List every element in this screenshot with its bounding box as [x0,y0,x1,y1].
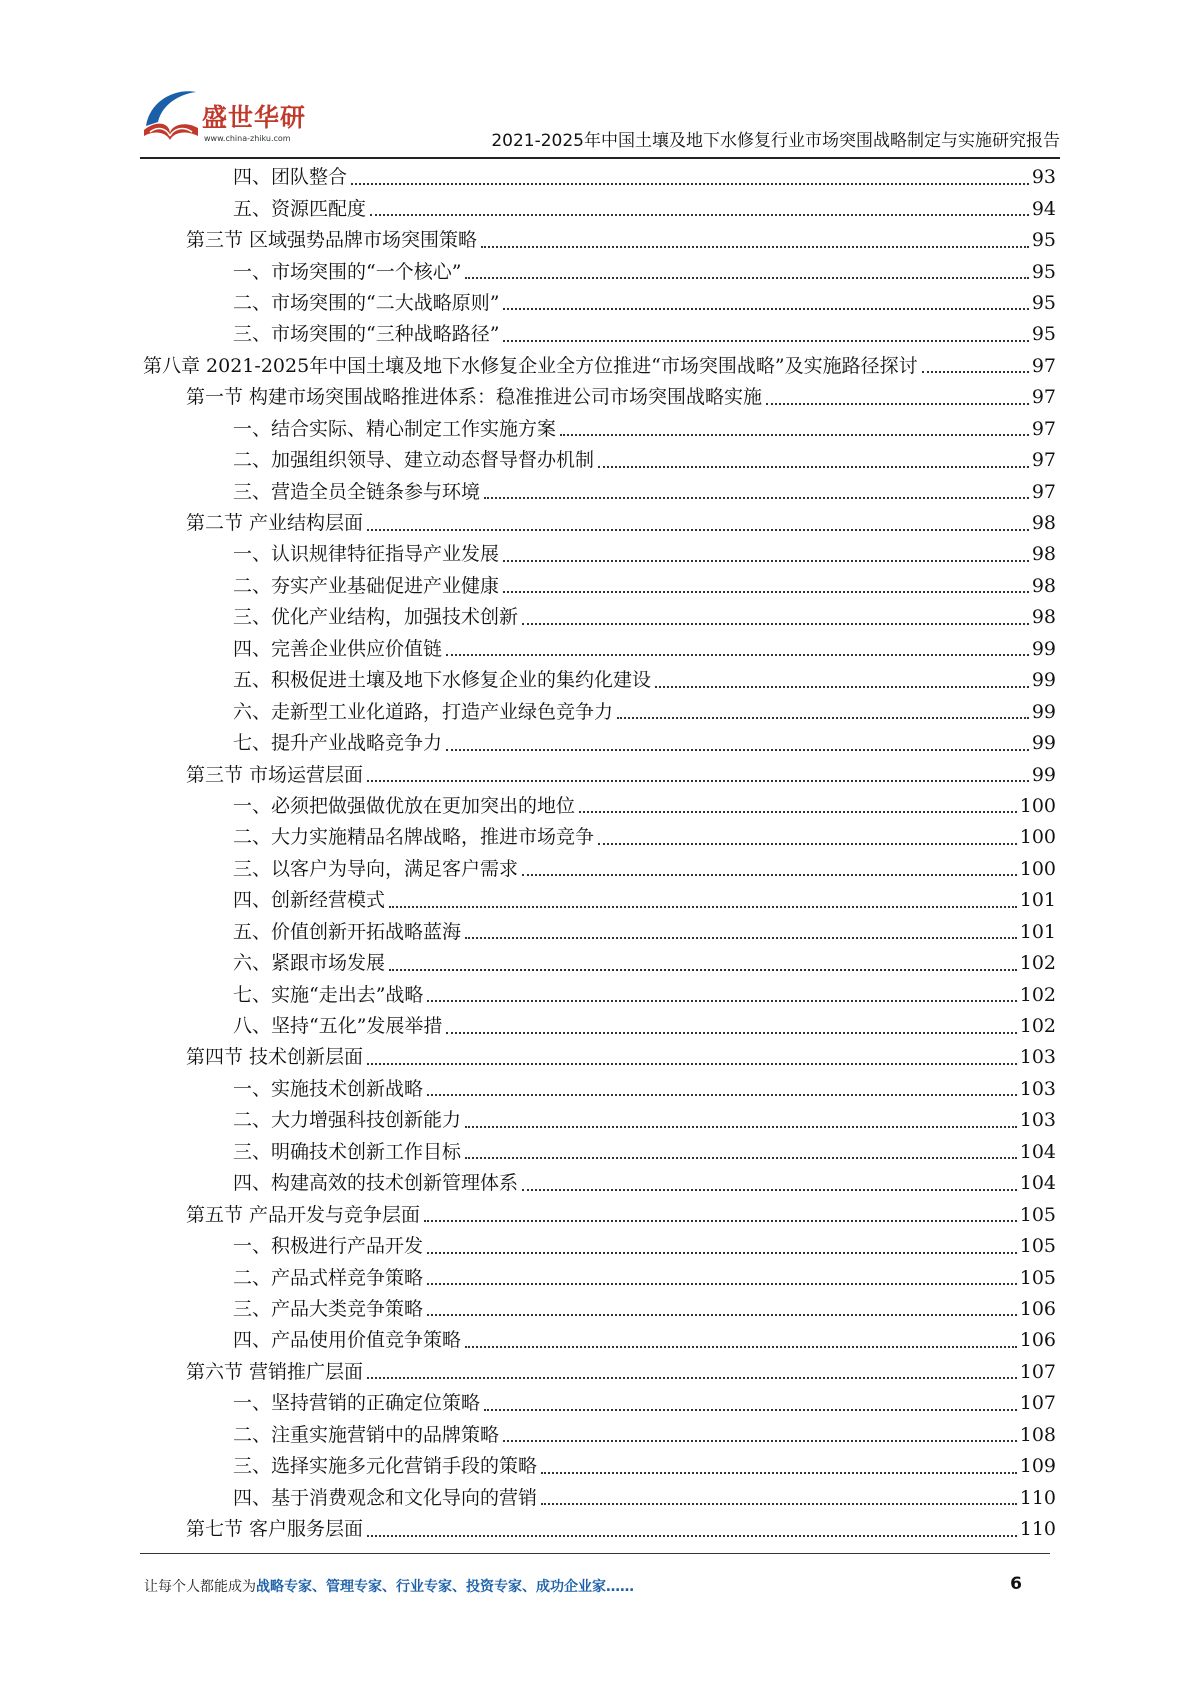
toc-page-number: 102 [1019,952,1056,975]
toc-page-number: 99 [1031,637,1056,660]
company-logo [140,78,340,148]
toc-dot-leader [579,811,1017,813]
toc-page-number: 105 [1019,1266,1056,1289]
toc-entry-label: 三、市场突围的“三种战略路径” [233,323,500,346]
toc-page-number: 97 [1031,386,1056,409]
toc-subsection-entry[interactable] [143,539,1056,570]
page-footer [144,1576,1022,1602]
toc-subsection-entry[interactable] [143,602,1056,633]
toc-section-entry[interactable] [143,1042,1056,1073]
toc-entry-label: 五、资源匹配度 [233,197,367,220]
toc-entry-label: 六、走新型工业化道路，打造产业绿色竞争力 [233,700,614,723]
toc-dot-leader [446,1032,1016,1034]
toc-page-number: 95 [1031,323,1056,346]
toc-subsection-entry[interactable] [143,917,1056,948]
toc-entry-label: 五、积极促进土壤及地下水修复企业的集约化建设 [233,669,652,692]
toc-entry-label: 二、市场突围的“二大战略原则” [233,291,500,314]
toc-page-number: 100 [1019,857,1056,880]
toc-dot-leader [465,1346,1017,1348]
toc-entry-label: 二、注重实施营销中的品牌策略 [233,1423,500,1446]
toc-dot-leader [465,1126,1017,1128]
toc-subsection-entry[interactable] [143,1168,1056,1199]
toc-section-entry[interactable] [143,508,1056,539]
toc-dot-leader [522,623,1029,625]
toc-dot-leader [465,937,1017,939]
toc-entry-label: 第四节 技术创新层面 [186,1046,364,1069]
toc-page-number: 95 [1031,291,1056,314]
toc-dot-leader [427,1252,1017,1254]
logo-name: 盛世华研 [202,103,307,132]
book-swoosh-logo-icon [140,86,202,142]
toc-entry-label: 三、明确技术创新工作目标 [233,1140,462,1163]
toc-page-number: 100 [1019,826,1056,849]
toc-dot-leader [503,1440,1017,1442]
toc-entry-label: 六、紧跟市场发展 [233,952,386,975]
toc-dot-leader [465,277,1028,279]
toc-page-number: 103 [1019,1046,1056,1069]
toc-subsection-entry[interactable] [143,319,1056,350]
toc-chapter-entry[interactable] [143,351,1056,382]
toc-page-number: 99 [1031,732,1056,755]
toc-page-number: 97 [1031,480,1056,503]
toc-page-number: 110 [1019,1486,1056,1509]
toc-page-number: 108 [1019,1423,1056,1446]
toc-page-number: 95 [1031,229,1056,252]
toc-page-number: 99 [1031,763,1056,786]
toc-dot-leader [367,529,1029,531]
toc-section-entry[interactable] [143,1514,1056,1545]
logo-url: www.china-zhiku.com [204,134,291,143]
toc-subsection-entry[interactable] [143,1105,1056,1136]
toc-page-number: 106 [1019,1297,1056,1320]
toc-dot-leader [522,874,1017,876]
toc-entry-label: 第七节 客户服务层面 [186,1518,364,1541]
toc-dot-leader [503,340,1028,342]
toc-subsection-entry[interactable] [143,696,1056,727]
toc-dot-leader [655,686,1029,688]
toc-entry-label: 七、实施“走出去”战略 [233,983,424,1006]
toc-entry-label: 二、夯实产业基础促进产业健康 [233,574,500,597]
toc-dot-leader [367,1535,1017,1537]
toc-dot-leader [427,1314,1017,1316]
toc-subsection-entry[interactable] [143,634,1056,665]
toc-page-number: 99 [1031,700,1056,723]
footer-divider [140,1553,1050,1554]
toc-entry-label: 三、产品大类竞争策略 [233,1297,424,1320]
toc-entry-label: 第五节 产品开发与竞争层面 [186,1203,421,1226]
toc-page-number: 107 [1019,1392,1056,1415]
toc-page-number: 98 [1031,574,1056,597]
toc-entry-label: 七、提升产业战略竞争力 [233,732,443,755]
toc-subsection-entry[interactable] [143,1325,1056,1356]
toc-subsection-entry[interactable] [143,445,1056,476]
toc-dot-leader [389,906,1017,908]
toc-entry-label: 三、营造全员全链条参与环境 [233,480,481,503]
toc-dot-leader [427,1283,1017,1285]
table-of-contents [143,162,1056,1545]
toc-page-number: 103 [1019,1109,1056,1132]
toc-dot-leader [427,1000,1016,1002]
toc-subsection-entry[interactable] [143,885,1056,916]
toc-dot-leader [598,466,1029,468]
toc-dot-leader [367,1063,1017,1065]
toc-dot-leader [367,1377,1017,1379]
toc-page-number: 101 [1019,889,1056,912]
page-number: 6 [1010,1574,1022,1594]
toc-dot-leader [766,403,1029,405]
toc-subsection-entry[interactable] [143,1074,1056,1105]
toc-dot-leader [424,1220,1017,1222]
toc-page-number: 101 [1019,920,1056,943]
toc-entry-label: 四、完善企业供应价值链 [233,637,443,660]
toc-page-number: 98 [1031,606,1056,629]
toc-subsection-entry[interactable] [143,948,1056,979]
toc-entry-label: 三、以客户为导向，满足客户需求 [233,857,519,880]
toc-subsection-entry[interactable] [143,1137,1056,1168]
toc-dot-leader [389,969,1017,971]
toc-dot-leader [503,591,1029,593]
toc-entry-label: 第三节 区域强势品牌市场突围策略 [186,229,478,252]
toc-dot-leader [503,308,1028,310]
toc-dot-leader [522,1189,1017,1191]
toc-dot-leader [503,560,1029,562]
toc-dot-leader [484,1409,1017,1411]
toc-dot-leader [370,214,1029,216]
toc-subsection-entry[interactable] [143,1388,1056,1419]
toc-entry-label: 八、坚持“五化”发展举措 [233,1015,443,1038]
toc-entry-label: 二、加强组织领导、建立动态督导督办机制 [233,449,595,472]
toc-dot-leader [446,654,1029,656]
toc-entry-label: 四、创新经营模式 [233,889,386,912]
toc-subsection-entry[interactable] [143,1451,1056,1482]
toc-entry-label: 三、选择实施多元化营销手段的策略 [233,1455,538,1478]
toc-entry-label: 四、构建高效的技术创新管理体系 [233,1172,519,1195]
toc-dot-leader [617,717,1029,719]
footer-slogan-emphasis: 战略专家、管理专家、行业专家、投资专家、成功企业家…… [256,1579,634,1595]
footer-slogan-prefix: 让每个人都能成为 [144,1579,256,1595]
toc-page-number: 95 [1031,260,1056,283]
toc-page-number: 107 [1019,1360,1056,1383]
toc-subsection-entry[interactable] [143,414,1056,445]
toc-subsection-entry[interactable] [143,1231,1056,1262]
toc-entry-label: 一、必须把做强做优放在更加突出的地位 [233,794,576,817]
toc-page-number: 109 [1019,1455,1056,1478]
toc-dot-leader [541,1503,1017,1505]
toc-subsection-entry[interactable] [143,1294,1056,1325]
toc-entry-label: 第一节 构建市场突围战略推进体系：稳准推进公司市场突围战略实施 [186,386,763,409]
toc-entry-label: 第六节 营销推广层面 [186,1360,364,1383]
toc-entry-label: 一、实施技术创新战略 [233,1077,424,1100]
toc-page-number: 100 [1019,794,1056,817]
toc-entry-label: 一、坚持营销的正确定位策略 [233,1392,481,1415]
toc-subsection-entry[interactable] [143,1011,1056,1042]
toc-page-number: 102 [1019,983,1056,1006]
toc-entry-label: 二、大力实施精品名牌战略，推进市场竞争 [233,826,595,849]
toc-subsection-entry[interactable] [143,571,1056,602]
toc-subsection-entry[interactable] [143,193,1056,224]
toc-subsection-entry[interactable] [143,162,1056,193]
toc-subsection-entry[interactable] [143,854,1056,885]
report-title: 2021-2025年中国土壤及地下水修复行业市场突围战略制定与实施研究报告 [491,131,1060,151]
toc-page-number: 102 [1019,1015,1056,1038]
toc-page-number: 97 [1031,417,1056,440]
toc-page-number: 105 [1019,1235,1056,1258]
toc-section-entry[interactable] [143,225,1056,256]
toc-page-number: 98 [1031,543,1056,566]
toc-page-number: 104 [1019,1140,1056,1163]
toc-page-number: 97 [1031,354,1056,377]
toc-subsection-entry[interactable] [143,1262,1056,1293]
toc-dot-leader [560,434,1029,436]
toc-entry-label: 二、大力增强科技创新能力 [233,1109,462,1132]
toc-entry-label: 五、价值创新开拓战略蓝海 [233,920,462,943]
toc-entry-label: 四、基于消费观念和文化导向的营销 [233,1486,538,1509]
toc-dot-leader [484,497,1029,499]
toc-page-number: 99 [1031,669,1056,692]
toc-subsection-entry[interactable] [143,665,1056,696]
toc-entry-label: 一、结合实际、精心制定工作实施方案 [233,417,557,440]
toc-subsection-entry[interactable] [143,728,1056,759]
toc-page-number: 97 [1031,449,1056,472]
toc-dot-leader [481,246,1029,248]
toc-dot-leader [922,371,1029,373]
toc-page-number: 93 [1031,166,1056,189]
toc-entry-label: 第三节 市场运营层面 [186,763,364,786]
toc-dot-leader [351,183,1029,185]
toc-entry-label: 三、优化产业结构，加强技术创新 [233,606,519,629]
toc-subsection-entry[interactable] [143,256,1056,287]
toc-dot-leader [598,843,1017,845]
toc-dot-leader [446,749,1029,751]
toc-page-number: 106 [1019,1329,1056,1352]
toc-entry-label: 四、产品使用价值竞争策略 [233,1329,462,1352]
toc-entry-label: 一、市场突围的“一个核心” [233,260,462,283]
toc-subsection-entry[interactable] [143,288,1056,319]
toc-entry-label: 四、团队整合 [233,166,348,189]
toc-section-entry[interactable] [143,759,1056,790]
toc-subsection-entry[interactable] [143,1420,1056,1451]
toc-subsection-entry[interactable] [143,979,1056,1010]
toc-entry-label: 二、产品式样竞争策略 [233,1266,424,1289]
toc-subsection-entry[interactable] [143,476,1056,507]
toc-dot-leader [465,1157,1017,1159]
toc-entry-label: 一、认识规律特征指导产业发展 [233,543,500,566]
toc-page-number: 94 [1031,197,1056,220]
toc-section-entry[interactable] [143,1357,1056,1388]
toc-page-number: 105 [1019,1203,1056,1226]
toc-page-number: 103 [1019,1077,1056,1100]
toc-entry-label: 一、积极进行产品开发 [233,1235,424,1258]
toc-page-number: 98 [1031,512,1056,535]
toc-page-number: 104 [1019,1172,1056,1195]
toc-entry-label: 第八章 2021-2025年中国土壤及地下水修复企业全方位推进“市场突围战略”及实施路径探讨 [143,354,918,377]
toc-section-entry[interactable] [143,382,1056,413]
toc-subsection-entry[interactable] [143,822,1056,853]
toc-subsection-entry[interactable] [143,1482,1056,1513]
header-divider [140,157,1060,159]
toc-entry-label: 第二节 产业结构层面 [186,512,364,535]
toc-dot-leader [367,780,1029,782]
toc-dot-leader [427,1094,1017,1096]
toc-subsection-entry[interactable] [143,791,1056,822]
toc-dot-leader [541,1472,1017,1474]
toc-page-number: 110 [1019,1518,1056,1541]
toc-section-entry[interactable] [143,1199,1056,1230]
page-header [140,78,1060,153]
